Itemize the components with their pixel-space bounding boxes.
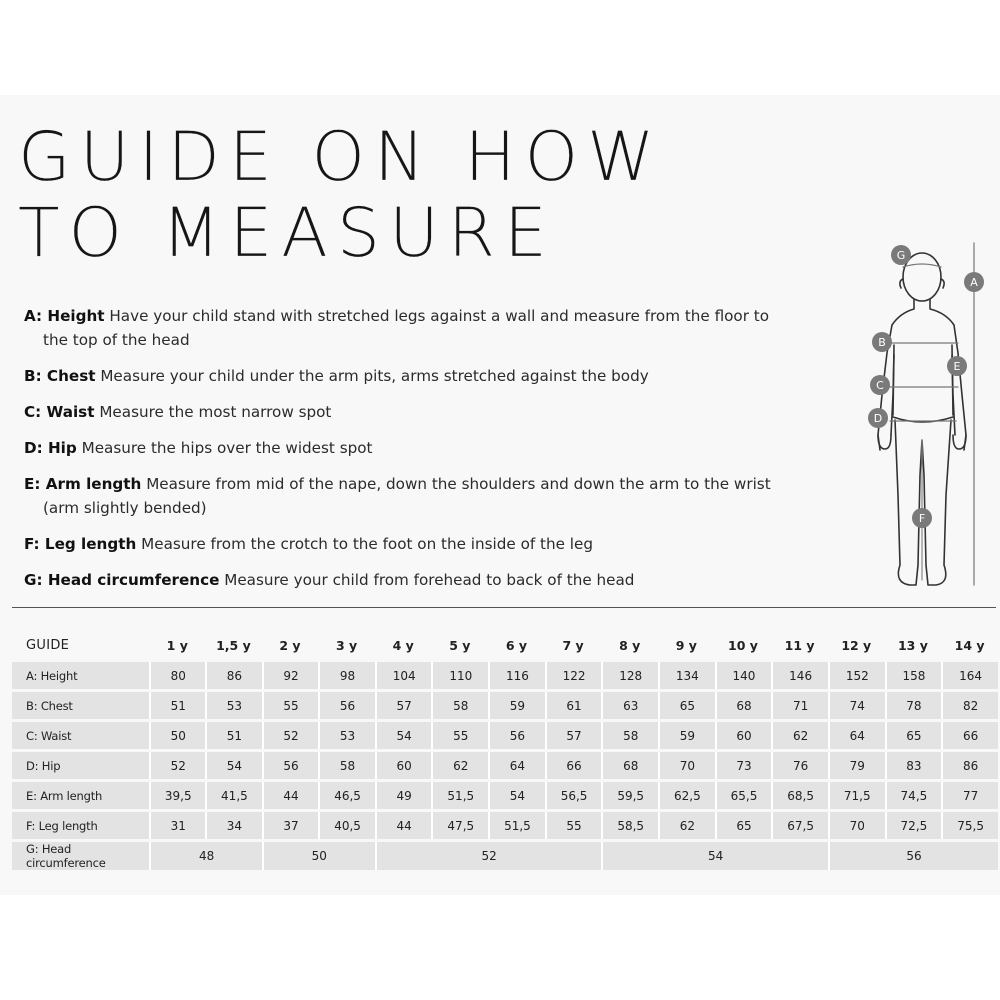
table-cell: 98 xyxy=(318,662,375,689)
table-cell: 46,5 xyxy=(318,782,375,809)
table-cell: 66 xyxy=(545,752,602,779)
definition-term: F: Leg length xyxy=(24,535,137,553)
table-cell: 68,5 xyxy=(771,782,828,809)
age-header: 4 y xyxy=(392,638,414,653)
table-cell: 71,5 xyxy=(828,782,885,809)
table-cell: 58 xyxy=(318,752,375,779)
table-cell: 54 xyxy=(205,752,262,779)
marker-d-label: D xyxy=(873,412,883,425)
table-cell: 134 xyxy=(658,662,715,689)
table-header-row xyxy=(12,632,998,659)
table-cell: 146 xyxy=(771,662,828,689)
table-cell: 51,5 xyxy=(488,812,545,839)
table-cell: 56 xyxy=(318,692,375,719)
definition-height xyxy=(24,304,784,352)
table-cell: 64 xyxy=(488,752,545,779)
table-cell: 68 xyxy=(601,752,658,779)
age-header: 10 y xyxy=(728,638,758,653)
marker-b-label: B xyxy=(878,336,886,349)
table-cell: 86 xyxy=(205,662,262,689)
age-header: 8 y xyxy=(619,638,641,653)
marker-a-label: A xyxy=(970,276,978,289)
page-title xyxy=(18,120,778,272)
definition-text: Measure from mid of the nape, down the shoulders and down the arm to the wrist (arm slightly bended) xyxy=(43,475,771,517)
table-cell: 37 xyxy=(262,812,319,839)
table-cell: 80 xyxy=(149,662,205,689)
age-header: 7 y xyxy=(562,638,584,653)
table-header-guide: GUIDE xyxy=(26,638,70,653)
table-cell: 49 xyxy=(375,782,432,809)
definition-chest xyxy=(24,364,784,388)
row-label: E: Arm length xyxy=(12,782,149,809)
definition-text: Measure the most narrow spot xyxy=(99,403,332,421)
table-cell: 56,5 xyxy=(545,782,602,809)
table-cell: 53 xyxy=(205,692,262,719)
age-header: 9 y xyxy=(675,638,697,653)
table-cell: 65 xyxy=(658,692,715,719)
table-cell: 62,5 xyxy=(658,782,715,809)
table-cell: 40,5 xyxy=(318,812,375,839)
table-cell: 63 xyxy=(601,692,658,719)
child-measurement-figure-icon xyxy=(860,235,990,600)
table-cell: 70 xyxy=(658,752,715,779)
section-divider xyxy=(12,607,996,608)
table-cell: 71 xyxy=(771,692,828,719)
table-cell: 65 xyxy=(715,812,772,839)
table-cell: 110 xyxy=(431,662,488,689)
table-cell: 34 xyxy=(205,812,262,839)
table-cell: 51 xyxy=(149,692,205,719)
definition-waist xyxy=(24,400,784,424)
table-cell: 47,5 xyxy=(431,812,488,839)
definition-hip xyxy=(24,436,784,460)
table-row xyxy=(12,812,998,839)
definition-term: D: Hip xyxy=(24,439,77,457)
table-cell: 128 xyxy=(601,662,658,689)
table-cell: 67,5 xyxy=(771,812,828,839)
table-cell: 52 xyxy=(262,722,319,749)
age-header: 14 y xyxy=(954,638,985,653)
table-cell: 54 xyxy=(375,722,432,749)
table-cell: 56 xyxy=(262,752,319,779)
table-cell: 152 xyxy=(828,662,885,689)
table-cell: 78 xyxy=(885,692,942,719)
table-cell: 62 xyxy=(658,812,715,839)
table-cell: 73 xyxy=(715,752,772,779)
age-header: 1,5 y xyxy=(216,638,251,653)
row-label: C: Waist xyxy=(12,722,149,749)
table-cell: 56 xyxy=(828,842,998,870)
table-cell: 92 xyxy=(262,662,319,689)
table-cell: 65 xyxy=(885,722,942,749)
marker-e-label: E xyxy=(953,360,961,373)
row-label: A: Height xyxy=(12,662,149,689)
table-cell: 50 xyxy=(262,842,375,870)
table-cell: 66 xyxy=(941,722,998,749)
row-label: G: Head circumference xyxy=(12,842,149,870)
table-cell: 54 xyxy=(488,782,545,809)
age-header: 5 y xyxy=(449,638,471,653)
row-label: F: Leg length xyxy=(12,812,149,839)
marker-g-label: G xyxy=(896,249,906,262)
table-cell: 79 xyxy=(828,752,885,779)
table-cell: 82 xyxy=(941,692,998,719)
table-cell: 41,5 xyxy=(205,782,262,809)
table-cell: 104 xyxy=(375,662,432,689)
table-cell: 83 xyxy=(885,752,942,779)
marker-f-label: F xyxy=(918,512,926,525)
table-cell: 59 xyxy=(488,692,545,719)
table-cell: 51 xyxy=(205,722,262,749)
table-cell: 64 xyxy=(828,722,885,749)
table-cell: 54 xyxy=(601,842,828,870)
table-cell: 86 xyxy=(941,752,998,779)
table-cell: 52 xyxy=(375,842,602,870)
age-header: 2 y xyxy=(279,638,301,653)
table-cell: 60 xyxy=(715,722,772,749)
title-line-2: TO MEASURE xyxy=(18,194,556,273)
table-cell: 164 xyxy=(941,662,998,689)
definition-term: E: Arm length xyxy=(24,475,142,493)
table-cell: 51,5 xyxy=(431,782,488,809)
table-cell: 140 xyxy=(715,662,772,689)
definition-text: Measure your child under the arm pits, arms stretched against the body xyxy=(100,367,649,385)
definition-text: Measure your child from forehead to back of the head xyxy=(224,571,635,589)
marker-c-label: C xyxy=(876,379,884,392)
table-cell: 58 xyxy=(431,692,488,719)
table-cell: 53 xyxy=(318,722,375,749)
definition-term: G: Head circumference xyxy=(24,571,220,589)
table-cell: 44 xyxy=(262,782,319,809)
table-cell: 59,5 xyxy=(601,782,658,809)
table-cell: 122 xyxy=(545,662,602,689)
age-header: 13 y xyxy=(897,638,928,653)
table-row xyxy=(12,692,998,719)
table-cell: 56 xyxy=(488,722,545,749)
size-table xyxy=(12,629,998,873)
definition-term: A: Height xyxy=(24,307,105,325)
definition-arm-length xyxy=(24,472,784,520)
definition-leg-length xyxy=(24,532,784,556)
title-line-1: GUIDE ON HOW xyxy=(18,118,664,197)
definition-term: B: Chest xyxy=(24,367,96,385)
table-cell: 68 xyxy=(715,692,772,719)
table-cell: 55 xyxy=(431,722,488,749)
table-cell: 55 xyxy=(545,812,602,839)
table-cell: 74 xyxy=(828,692,885,719)
table-row-head-circumference xyxy=(12,842,998,870)
table-cell: 52 xyxy=(149,752,205,779)
definition-text: Have your child stand with stretched legs against a wall and measure from the floor to the top of the head xyxy=(43,307,770,349)
table-cell: 60 xyxy=(375,752,432,779)
table-row xyxy=(12,782,998,809)
table-cell: 58 xyxy=(601,722,658,749)
table-cell: 77 xyxy=(941,782,998,809)
table-row xyxy=(12,722,998,749)
table-cell: 76 xyxy=(771,752,828,779)
table-cell: 70 xyxy=(828,812,885,839)
table-cell: 57 xyxy=(375,692,432,719)
row-label: D: Hip xyxy=(12,752,149,779)
measurement-definitions xyxy=(24,304,784,604)
age-header: 6 y xyxy=(505,638,528,653)
age-header: 12 y xyxy=(841,638,872,653)
table-cell: 65,5 xyxy=(715,782,772,809)
definition-text: Measure the hips over the widest spot xyxy=(81,439,373,457)
table-row xyxy=(12,752,998,779)
age-header: 1 y xyxy=(166,638,188,653)
table-cell: 58,5 xyxy=(601,812,658,839)
row-label: B: Chest xyxy=(12,692,149,719)
definition-head-circumference xyxy=(24,568,784,592)
table-cell: 59 xyxy=(658,722,715,749)
table-cell: 62 xyxy=(431,752,488,779)
table-cell: 55 xyxy=(262,692,319,719)
table-cell: 50 xyxy=(149,722,205,749)
age-header: 3 y xyxy=(335,638,358,653)
table-cell: 31 xyxy=(149,812,205,839)
table-cell: 75,5 xyxy=(941,812,998,839)
table-cell: 61 xyxy=(545,692,602,719)
table-cell: 48 xyxy=(149,842,261,870)
definition-text: Measure from the crotch to the foot on the inside of the leg xyxy=(141,535,593,553)
age-header: 11 y xyxy=(784,638,815,653)
table-cell: 39,5 xyxy=(149,782,205,809)
table-cell: 62 xyxy=(771,722,828,749)
definition-term: C: Waist xyxy=(24,403,95,421)
table-cell: 72,5 xyxy=(885,812,942,839)
table-cell: 74,5 xyxy=(885,782,942,809)
table-row xyxy=(12,662,998,689)
table-cell: 158 xyxy=(885,662,942,689)
table-cell: 44 xyxy=(375,812,432,839)
table-cell: 116 xyxy=(488,662,545,689)
table-cell: 57 xyxy=(545,722,602,749)
